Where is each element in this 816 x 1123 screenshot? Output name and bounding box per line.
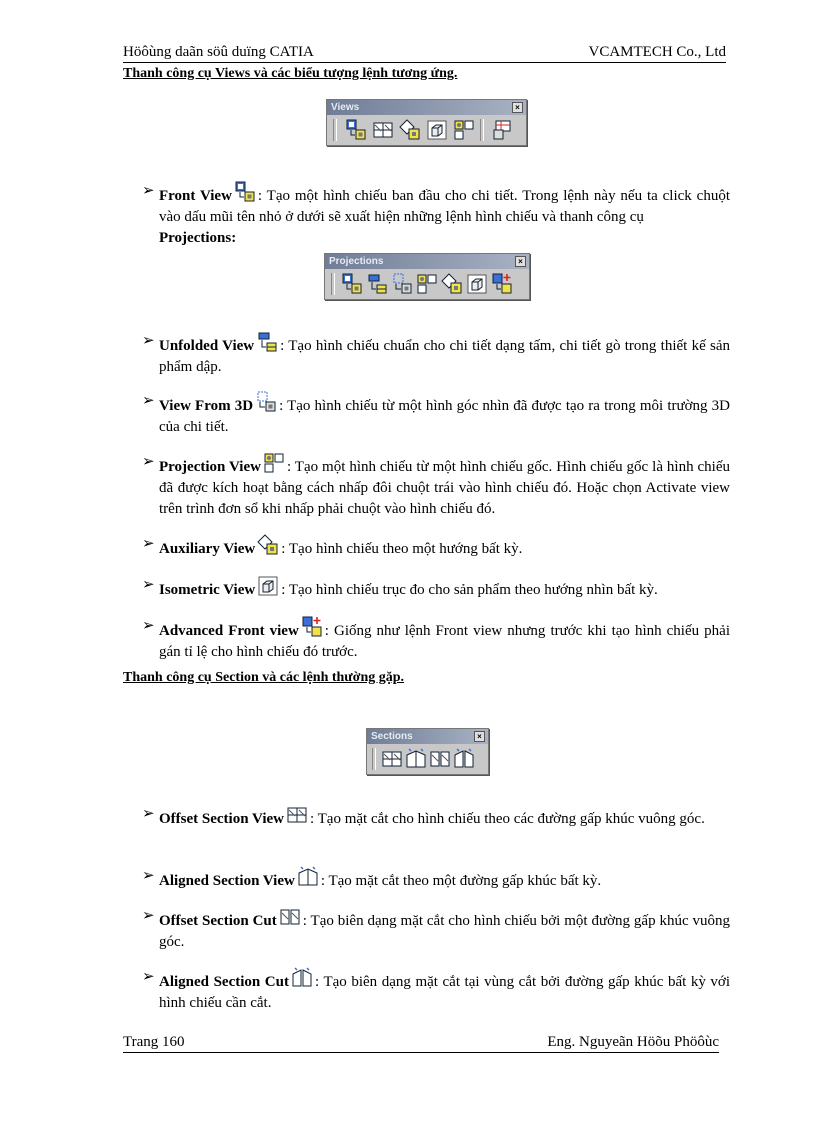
arrow-bullet-icon: ➢ <box>142 454 155 470</box>
auxiliary-view-icon[interactable] <box>441 273 463 295</box>
isometric-view-icon <box>257 575 279 597</box>
offset-section-cut-icon <box>279 906 301 928</box>
wizard-icon[interactable] <box>492 119 514 141</box>
list-item: ➢ Aligned Section View : Tạo mặt cắt theo một đường gấp khúc bất kỳ. <box>142 868 602 889</box>
toolbar-caption: Sections × <box>367 729 488 744</box>
arrow-bullet-icon: ➢ <box>142 536 155 552</box>
views-toolbar[interactable] <box>326 99 527 146</box>
sections-toolbar[interactable] <box>366 728 489 775</box>
list-item: ➢ Offset Section Cut : Tạo biên dạng mặt cắt cho hình chiếu bởi một đường gấp khúc vuông góc. <box>142 908 731 950</box>
list-item: ➢ Front View : Tạo một hình chiếu ban đầu cho chi tiết. Trong lệnh này nếu ta click chuột vào dấu mũi tên nhỏ ở dưới sẽ xuất hiện những lệnh hình chiếu và thanh công cụ Projections: <box>142 183 730 246</box>
list-item: ➢ Unfolded View : Tạo hình chiếu chuẩn cho chi tiết dạng tấm, chi tiết gò trong thiết kế sản phẩm dập. <box>142 333 731 375</box>
offset-section-view-icon[interactable] <box>381 748 403 770</box>
page-footer <box>123 1034 719 1053</box>
projection-view-icon[interactable] <box>416 273 438 295</box>
close-icon[interactable]: × <box>512 102 523 113</box>
isometric-view-icon[interactable] <box>466 273 488 295</box>
arrow-bullet-icon: ➢ <box>142 183 155 199</box>
list-item: ➢ View From 3D : Tạo hình chiếu từ một hình góc nhìn đã được tạo ra trong môi trường 3D của chi tiết. <box>142 393 731 435</box>
arrow-bullet-icon: ➢ <box>142 577 155 593</box>
arrow-bullet-icon: ➢ <box>142 806 155 822</box>
arrow-bullet-icon: ➢ <box>142 969 155 985</box>
arrow-bullet-icon: ➢ <box>142 333 155 349</box>
advanced-front-view-icon <box>301 616 323 638</box>
front-view-icon[interactable] <box>345 119 367 141</box>
advanced-front-view-icon[interactable] <box>491 273 513 295</box>
list-item: ➢ Auxiliary View : Tạo hình chiếu theo một hướng bất kỳ. <box>142 536 523 557</box>
projection-view-icon <box>263 452 285 474</box>
section-sections-title: Thanh công cụ Section và các lệnh thường gặp. <box>123 670 405 685</box>
unfolded-view-icon[interactable] <box>366 273 388 295</box>
arrow-bullet-icon: ➢ <box>142 868 155 884</box>
page-header <box>123 42 726 63</box>
projections-toolbar[interactable] <box>324 253 530 300</box>
offset-section-cut-icon[interactable] <box>429 748 451 770</box>
aligned-section-view-icon[interactable] <box>405 748 427 770</box>
list-item: ➢ Projection View : Tạo một hình chiếu từ một hình chiếu gốc. Hình chiếu gốc là hình chiếu đã được kích hoạt bằng cách nhấp đôi chuột trái vào hình chiếu đó. Hoặc chọn Activate view trên trình đơn sổ khi nhấp phải chuột vào hình chiếu đó. <box>142 454 730 517</box>
aligned-section-view-icon <box>297 866 319 888</box>
toolbar-caption: Views × <box>327 100 526 115</box>
detail-view-icon[interactable] <box>399 119 421 141</box>
header-right: VCAMTECH Co., Ltd <box>588 44 726 60</box>
arrow-bullet-icon: ➢ <box>142 393 155 409</box>
clipping-view-icon[interactable] <box>426 119 448 141</box>
arrow-bullet-icon: ➢ <box>142 908 155 924</box>
list-item: ➢ Aligned Section Cut : Tạo biên dạng mặt cắt tại vùng cắt bởi đường gấp khúc bất kỳ với hình chiếu cần cắt. <box>142 969 731 1011</box>
close-icon[interactable]: × <box>474 731 485 742</box>
arrow-bullet-icon: ➢ <box>142 618 155 634</box>
unfolded-view-icon <box>256 331 278 353</box>
front-view-icon[interactable] <box>341 273 363 295</box>
list-item: ➢ Offset Section View : Tạo mặt cắt cho hình chiếu theo các đường gấp khúc vuông góc. <box>142 806 705 827</box>
offset-section-view-icon[interactable] <box>372 119 394 141</box>
aligned-section-cut-icon <box>291 967 313 989</box>
author: Eng. Nguyeãn Höõu Phöôùc <box>547 1034 719 1050</box>
auxiliary-view-icon <box>257 534 279 556</box>
list-item: ➢ Advanced Front view : Giống như lệnh Front view nhưng trước khi tạo hình chiếu phải gán tỉ lệ cho hình chiếu đó trước. <box>142 618 730 660</box>
section-views-title: Thanh công cụ Views và các biểu tượng lệnh tương ứng. <box>123 66 458 81</box>
broken-view-icon[interactable] <box>453 119 475 141</box>
close-icon[interactable]: × <box>515 256 526 267</box>
view-from-3d-icon[interactable] <box>391 273 413 295</box>
list-item: ➢ Isometric View : Tạo hình chiếu trục đo cho sản phẩm theo hướng nhìn bất kỳ. <box>142 577 658 598</box>
page-number: Trang 160 <box>123 1034 185 1050</box>
header-left: Höôùng daãn söû duïng CATIA <box>123 44 314 60</box>
offset-section-view-icon <box>286 804 308 826</box>
aligned-section-cut-icon[interactable] <box>453 748 475 770</box>
toolbar-caption: Projections × <box>325 254 529 269</box>
view-from-3d-icon <box>255 391 277 413</box>
front-view-icon <box>234 181 256 203</box>
